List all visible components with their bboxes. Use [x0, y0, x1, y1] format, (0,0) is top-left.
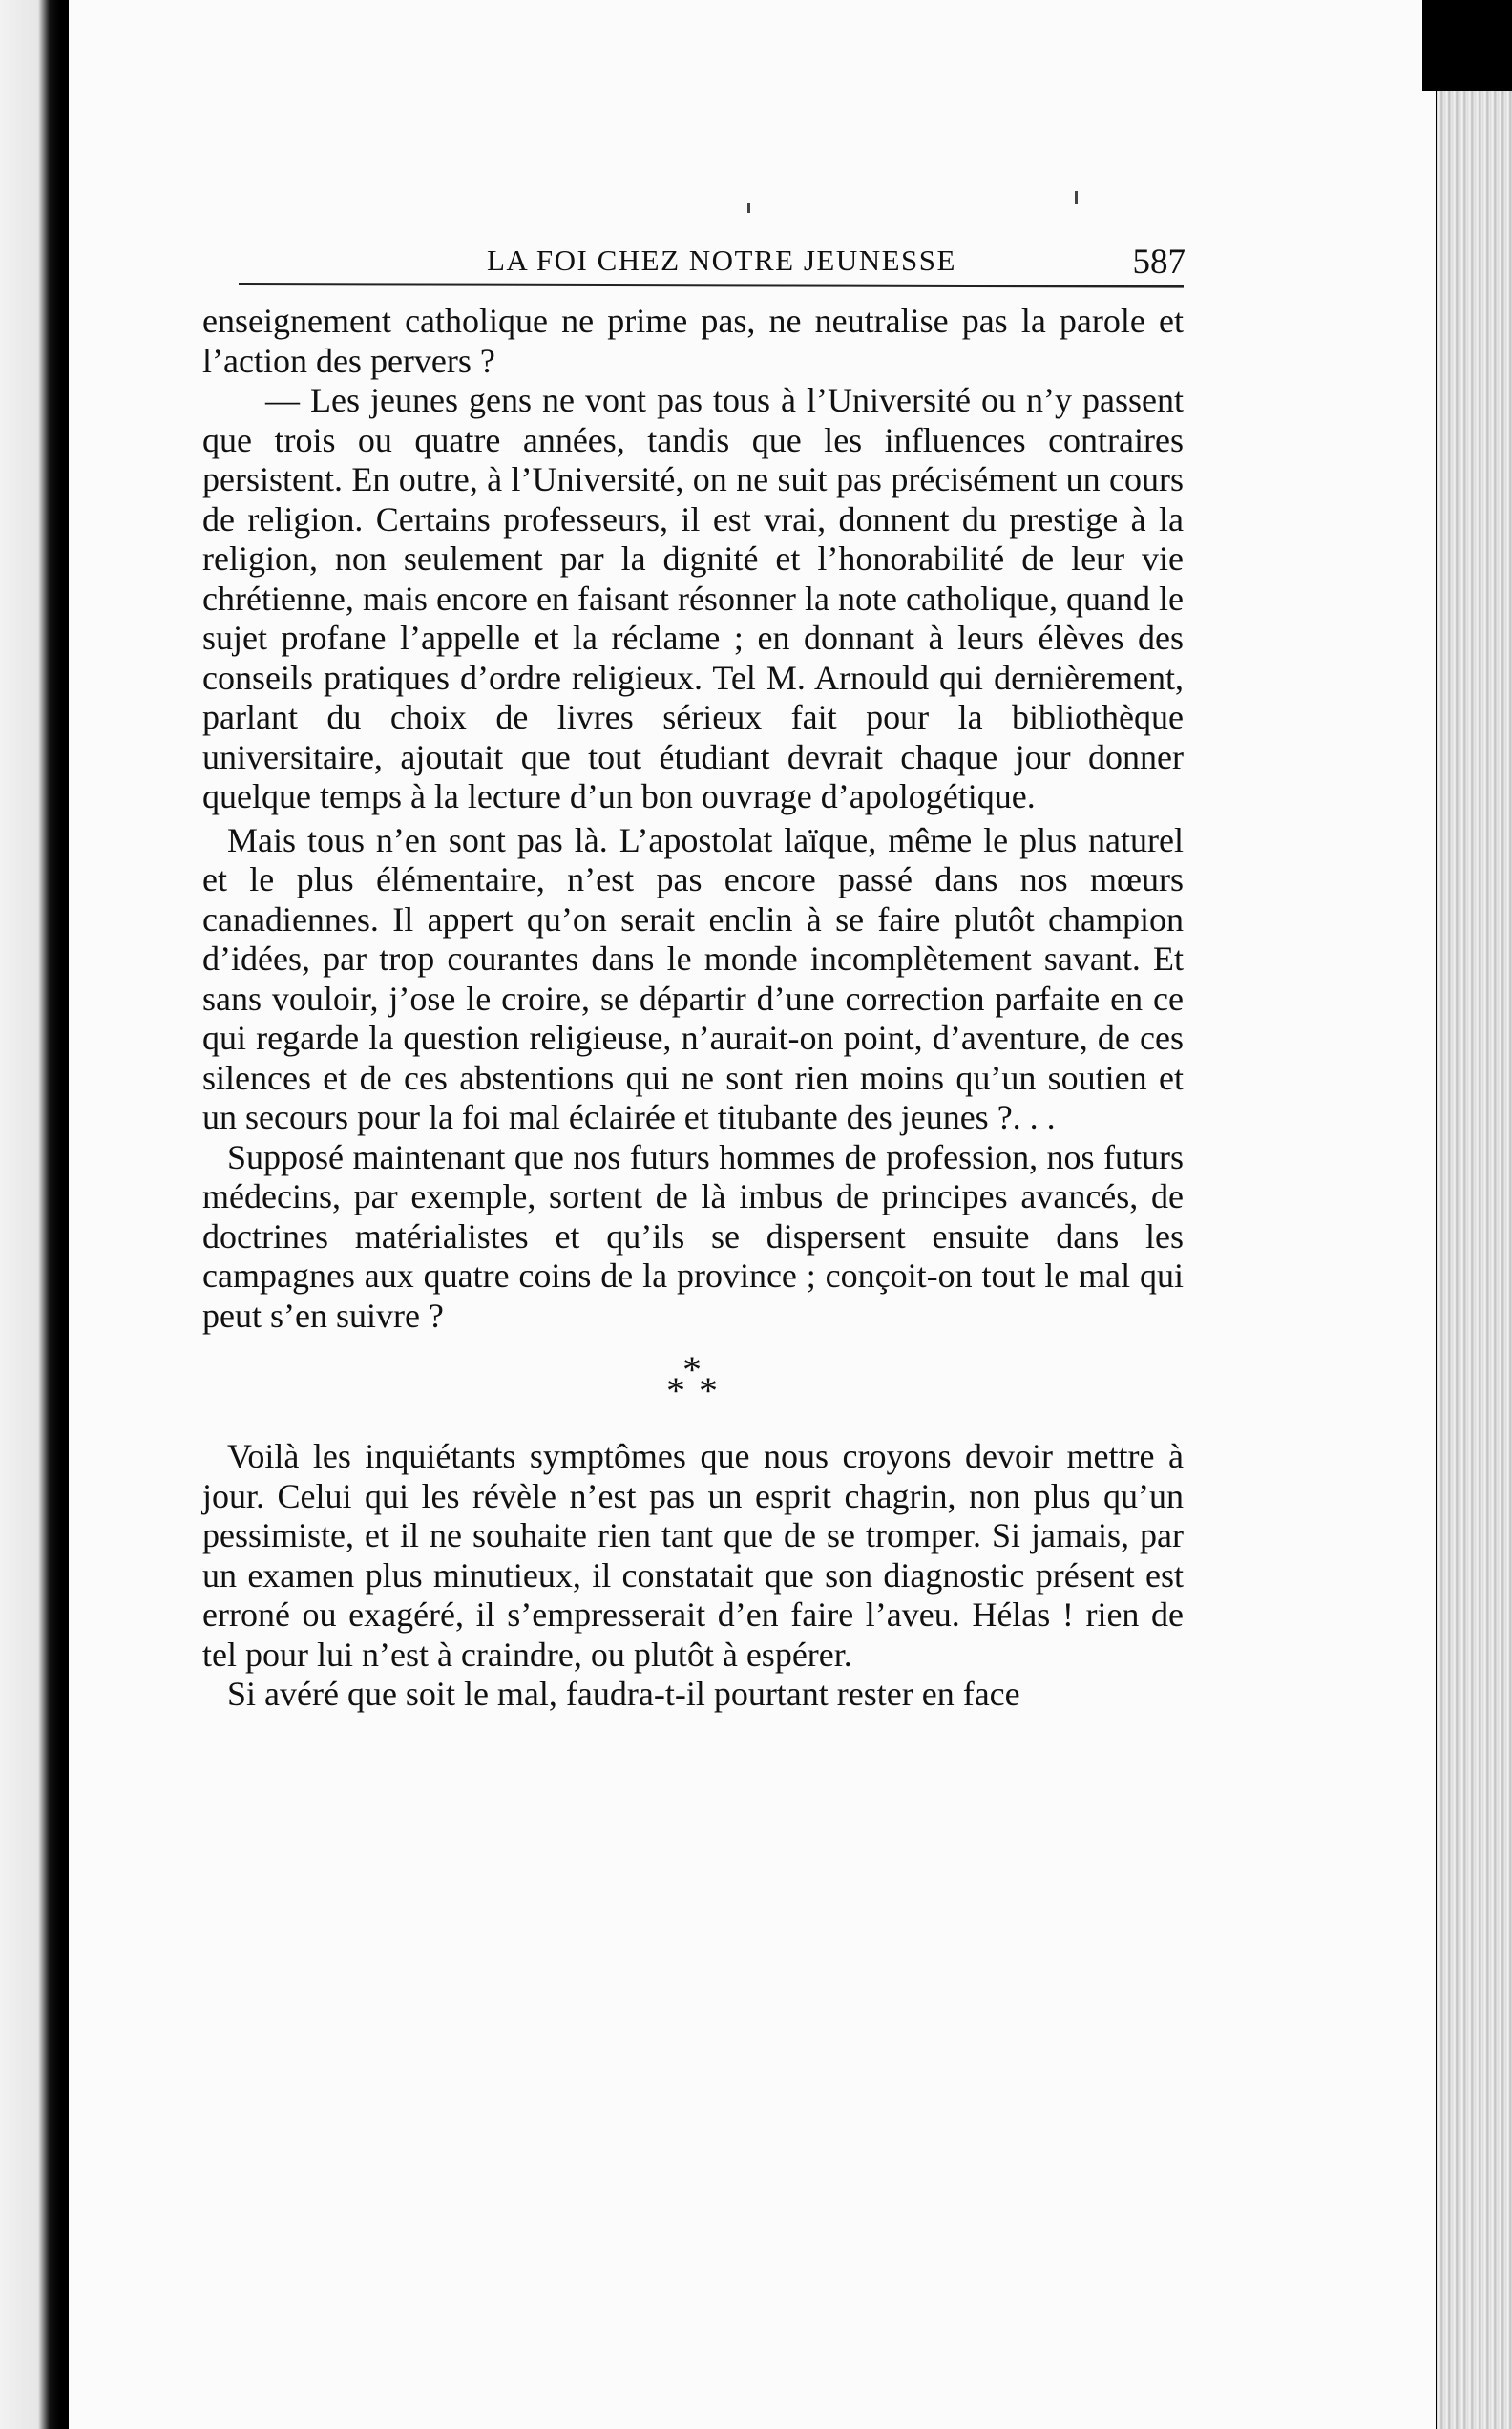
- ink-speck: [747, 203, 750, 213]
- ink-speck: [1075, 191, 1078, 204]
- paragraph-suppose: Supposé maintenant que nos futurs hommes de profession, nos futurs médecins, par exemple, sortent de là imbus de principes avancés, de doctrines matérialistes et qu’ils se dispersent ensuite dans les campagnes aux quatre coins de la province ; conçoit-on tout le mal qui peut s’en suivre ?: [202, 1137, 1184, 1335]
- background-corner: [1422, 0, 1512, 91]
- paragraph-si-avere: Si avéré que soit le mal, faudra-t-il pourtant rester en face: [227, 1675, 1020, 1713]
- page-number: 587: [1132, 243, 1186, 282]
- body-text: [202, 302, 1184, 1715]
- paragraph-apostolat: Mais tous n’en sont pas là. L’apostolat laïque, même le plus naturel et le plus élémentaire, n’est pas encore passé dans nos mœurs canadiennes. Il appert qu’on serait enclin à se faire plutôt champion d’idées, par trop courantes dans le monde incomplètement savant. Et sans vouloir, j’ose le croire, se départir d’une correction parfaite en ce qui regarde la question religieuse, n’aurait-on point, d’aventure, de ces silences et de ces abstentions qui ne sont rien moins qu’un soutien et un secours pour la foi mal éclairée et titubante des jeunes ?. . .: [202, 820, 1184, 1136]
- book-spine-edge: [0, 0, 59, 2429]
- page-stack-edges: [1437, 91, 1512, 2429]
- section-break-asterism: [202, 1343, 1184, 1427]
- paragraph-universite: — Les jeunes gens ne vont pas tous à l’Université ou n’y passent que trois ou quatre années, tandis que les influences contraires persistent. En outre, à l’Université, on ne suit pas précisément un cours de religion. Certains professeurs, il est vrai, donnent du prestige à la religion, non seulement par la dignité et l’honorabilité de leur vie chrétienne, mais encore en faisant résonner la note catholique, quand le sujet profane l’appelle et la réclame ; en donnant à leurs élèves des conseils pratiques d’ordre religieux. Tel M. Arnould qui dernièrement, parlant du choix de livres sérieux fait pour la bibliothèque universitaire, ajoutait que tout étudiant devrait chaque jour donner quelque temps à la lecture d’un bon ouvrage d’apologétique.: [202, 381, 1184, 815]
- running-head-title: LA FOI CHEZ NOTRE JEUNESSE: [487, 243, 956, 277]
- running-head: [241, 243, 1186, 282]
- paragraph-continuation: enseignement catholique ne prime pas, ne neutralise pas la parole et l’action des pervers ?: [202, 302, 1184, 380]
- asterism-glyph: * * *: [666, 1348, 720, 1412]
- paragraph-voila: Voilà les inquiétants symptômes que nous croyons devoir mettre à jour. Celui qui les révèle n’est pas un esprit chagrin, non plus qu’un pessimiste, et il ne souhaite rien tant que de se tromper. Si jamais, par un examen plus minutieux, il constatait que son diagnostic présent est erroné ou exagéré, il s’empresserait d’en faire l’aveu. Hélas ! rien de tel pour lui n’est à craindre, ou plutôt à espérer.: [202, 1437, 1184, 1674]
